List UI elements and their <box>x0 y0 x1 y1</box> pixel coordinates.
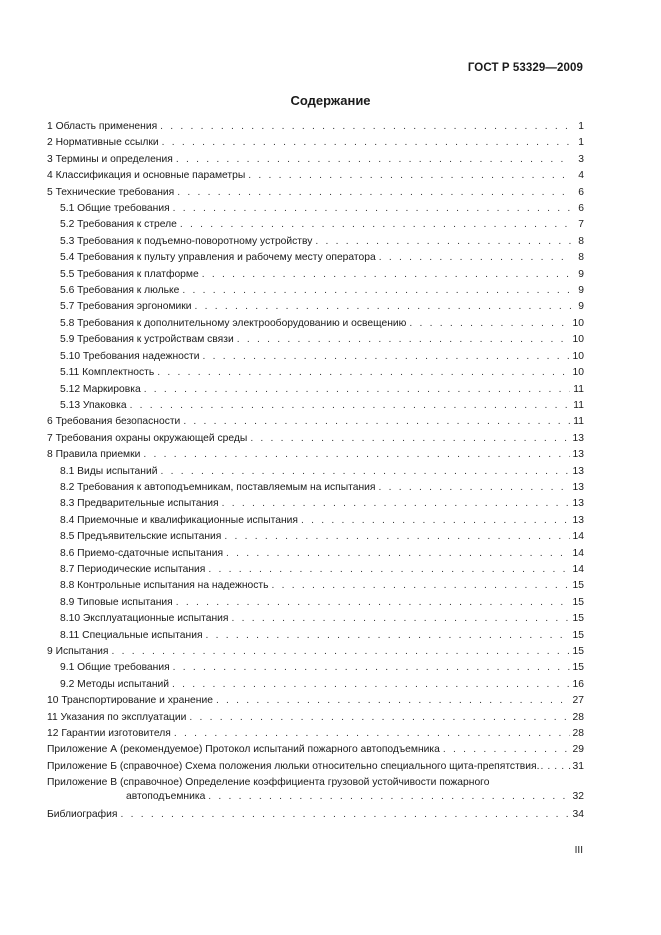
toc-entry-label-cont: автоподъемника <box>126 791 206 803</box>
toc-entry-label: 5.1 Общие требования <box>60 203 170 215</box>
document-code: ГОСТ Р 53329—2009 <box>467 62 583 74</box>
dot-leader <box>202 267 571 283</box>
dot-leader <box>222 496 570 512</box>
dot-leader <box>208 790 569 804</box>
dot-leader <box>443 742 570 758</box>
toc-entry-page: 15 <box>572 580 584 592</box>
toc-entry-page: 10 <box>572 317 584 329</box>
dot-leader <box>180 217 571 233</box>
toc-entry[interactable] <box>47 185 584 201</box>
dot-leader <box>224 529 569 545</box>
toc-entry[interactable] <box>47 660 584 676</box>
dot-leader <box>130 398 571 414</box>
toc-entry-label: 6 Требования безопасности <box>47 416 181 428</box>
dot-leader <box>301 513 570 529</box>
toc-entry-label: 2 Нормативные ссылки <box>47 137 159 149</box>
toc-entry-page: 11 <box>573 383 584 395</box>
toc-entry-label: 5 Технические требования <box>47 186 175 198</box>
toc-entry-page: 27 <box>572 695 584 707</box>
toc-entry[interactable] <box>47 693 584 709</box>
toc-entry-page: 4 <box>578 170 584 182</box>
dot-leader <box>216 693 570 709</box>
dot-leader <box>272 578 570 594</box>
toc-entry-page: 13 <box>572 514 584 526</box>
toc-entry-page: 6 <box>578 186 584 198</box>
dot-leader <box>173 660 570 676</box>
dot-leader <box>177 185 571 201</box>
toc-entry-label: 8.2 Требования к автоподъемникам, поставляемым на испытания <box>60 481 376 493</box>
dot-leader <box>160 119 571 135</box>
toc-entry-label: 5.10 Требования надежности <box>60 350 200 362</box>
toc-entry[interactable] <box>47 759 584 775</box>
dot-leader <box>162 135 571 151</box>
dot-leader <box>195 299 571 315</box>
toc-entry-label: 8.6 Приемо-сдаточные испытания <box>60 547 224 559</box>
toc-entry-page: 14 <box>572 531 584 543</box>
dot-leader <box>144 382 571 398</box>
toc-entry-page: 15 <box>572 613 584 625</box>
toc-entry[interactable] <box>47 201 584 217</box>
toc-entry-label: 9 Испытания <box>47 646 109 657</box>
toc-entry-page: 34 <box>572 809 584 821</box>
toc-entry-page: 14 <box>572 563 584 575</box>
toc-entry[interactable] <box>47 726 584 742</box>
toc-entry-page: 6 <box>578 203 584 215</box>
toc-entry[interactable] <box>47 496 584 512</box>
toc-entry[interactable] <box>47 464 584 480</box>
toc-entry-label: Приложение Б (справочное) Схема положения люльки относительно специального щита-препятствия. <box>47 760 540 772</box>
toc-entry[interactable] <box>47 628 584 644</box>
toc-entry-page: 32 <box>572 791 584 803</box>
toc-entry[interactable] <box>47 316 584 332</box>
toc-entry-page: 11 <box>573 416 584 428</box>
dot-leader <box>237 332 570 348</box>
toc-entry-label: 8.3 Предварительные испытания <box>60 498 219 510</box>
toc-entry[interactable] <box>47 217 584 233</box>
dot-leader <box>409 316 569 332</box>
toc-entry-page: 28 <box>572 728 584 740</box>
toc-entry-page: 1 <box>578 137 584 149</box>
toc-entry-page: 10 <box>572 350 584 362</box>
toc-entry[interactable] <box>47 578 584 594</box>
toc-entry-label: 7 Требования охраны окружающей среды <box>47 432 248 444</box>
toc-entry-label: 8.10 Эксплуатационные испытания <box>60 613 229 625</box>
dot-leader <box>172 677 570 693</box>
toc-entry-page: 31 <box>572 760 584 772</box>
toc-entry-label: Приложение В (справочное) Определение коэффициента грузовой устойчивости пожарного <box>47 777 490 789</box>
table-of-contents <box>47 119 584 824</box>
dot-leader <box>206 628 570 644</box>
dot-leader <box>173 201 571 217</box>
toc-entry-page: 7 <box>578 219 584 231</box>
toc-entry-label: 8.11 Специальные испытания <box>60 629 203 641</box>
toc-entry[interactable] <box>47 283 584 299</box>
toc-entry-label: 9.2 Методы испытаний <box>60 678 170 690</box>
toc-entry[interactable] <box>47 480 584 496</box>
toc-entry-label: 5.12 Маркировка <box>60 383 141 395</box>
dot-leader <box>540 759 571 775</box>
dot-leader <box>143 447 569 463</box>
toc-entry-label: 5.6 Требования к люльке <box>60 285 180 297</box>
toc-entry-page: 14 <box>572 547 584 559</box>
dot-leader <box>111 644 569 660</box>
toc-entry-label: Приложение А (рекомендуемое) Протокол испытаний пожарного автоподъемника <box>47 744 440 756</box>
toc-entry-page: 9 <box>578 301 584 313</box>
toc-entry-page: 10 <box>572 334 584 346</box>
toc-entry-label: 8.1 Виды испытаний <box>60 465 158 477</box>
toc-entry[interactable] <box>47 135 584 151</box>
toc-entry-label: 4 Классификация и основные параметры <box>47 170 246 182</box>
toc-entry[interactable] <box>47 513 584 529</box>
toc-entry[interactable] <box>47 119 584 135</box>
toc-entry-page: 15 <box>572 596 584 608</box>
toc-entry-label: 9.1 Общие требования <box>60 662 170 674</box>
dot-leader <box>183 414 570 430</box>
toc-entry[interactable] <box>47 562 584 578</box>
toc-entry-page: 28 <box>572 711 584 723</box>
toc-entry-page: 13 <box>572 449 584 461</box>
dot-leader <box>248 168 571 184</box>
toc-entry[interactable] <box>47 447 584 463</box>
toc-entry[interactable] <box>47 595 584 611</box>
toc-entry[interactable] <box>47 414 584 430</box>
dot-leader <box>174 726 570 742</box>
toc-entry-page: 9 <box>578 285 584 297</box>
toc-entry[interactable] <box>47 677 584 693</box>
dot-leader <box>189 710 569 726</box>
toc-entry[interactable] <box>47 382 584 398</box>
toc-entry[interactable] <box>47 365 584 381</box>
dot-leader <box>315 234 571 250</box>
toc-entry[interactable] <box>47 644 584 660</box>
dot-leader <box>202 349 569 365</box>
toc-entry-label: 10 Транспортирование и хранение <box>47 695 213 707</box>
page-number: III <box>574 845 583 856</box>
toc-entry-page: 15 <box>572 646 584 657</box>
dot-leader <box>182 283 571 299</box>
toc-entry[interactable] <box>47 234 584 250</box>
toc-entry-label: 5.9 Требования к устройствам связи <box>60 334 234 346</box>
toc-entry-label: 8.5 Предъявительские испытания <box>60 531 222 543</box>
toc-entry[interactable] <box>47 611 584 627</box>
toc-entry[interactable] <box>47 742 584 758</box>
toc-entry-label: 5.13 Упаковка <box>60 399 127 411</box>
toc-entry-label: 5.5 Требования к платформе <box>60 268 199 280</box>
toc-entry-page: 16 <box>572 678 584 690</box>
toc-entry-label: 8.8 Контрольные испытания на надежность <box>60 580 269 592</box>
toc-entry-label: 5.4 Требования к пульту управления и рабочему месту оператора <box>60 252 376 264</box>
dot-leader <box>176 595 570 611</box>
toc-entry[interactable] <box>47 529 584 545</box>
toc-entry-page: 15 <box>572 629 584 641</box>
toc-entry-page: 13 <box>572 481 584 493</box>
dot-leader <box>120 807 569 823</box>
toc-entry[interactable] <box>47 710 584 726</box>
toc-entry-label: 5.8 Требования к дополнительному электрооборудованию и освещению <box>60 317 407 329</box>
toc-title: Содержание <box>290 93 371 108</box>
toc-entry-page: 13 <box>572 498 584 510</box>
toc-entry-label: 8.7 Периодические испытания <box>60 563 206 575</box>
toc-entry-label: 8 Правила приемки <box>47 449 141 461</box>
toc-entry[interactable] <box>47 349 584 365</box>
dot-leader <box>231 611 569 627</box>
toc-entry-page: 13 <box>572 465 584 477</box>
toc-entry[interactable] <box>47 431 584 447</box>
toc-entry-page: 8 <box>578 252 584 264</box>
toc-entry[interactable] <box>47 267 584 283</box>
dot-leader <box>157 365 569 381</box>
toc-entry[interactable] <box>47 152 584 168</box>
toc-entry-continuation <box>47 790 584 804</box>
dot-leader <box>226 546 570 562</box>
dot-leader <box>379 250 571 266</box>
toc-entry[interactable] <box>47 546 584 562</box>
toc-entry-label: 8.4 Приемочные и квалификационные испытания <box>60 514 298 526</box>
toc-entry-page: 8 <box>578 235 584 247</box>
toc-entry[interactable] <box>47 168 584 184</box>
toc-entry-page: 1 <box>578 121 584 132</box>
toc-entry-page: 15 <box>572 662 584 674</box>
toc-entry-page: 9 <box>578 268 584 280</box>
toc-entry-page: 3 <box>578 153 584 165</box>
toc-entry-appendix-v[interactable] <box>47 776 584 804</box>
toc-entry-page: 10 <box>572 367 584 379</box>
toc-entry-page: 13 <box>572 432 584 444</box>
toc-entry-label: 3 Термины и определения <box>47 153 173 165</box>
toc-entry-label: 5.7 Требования эргономики <box>60 301 192 313</box>
toc-entry-label: 5.11 Комплектность <box>60 367 155 379</box>
toc-entry-label: 12 Гарантии изготовителя <box>47 728 171 740</box>
toc-entry-bibliography[interactable] <box>47 807 584 823</box>
dot-leader <box>379 480 570 496</box>
toc-entry-label: 5.2 Требования к стреле <box>60 219 177 231</box>
toc-entry-label: Библиография <box>47 809 118 821</box>
toc-entry[interactable] <box>47 299 584 315</box>
toc-entry-label: 11 Указания по эксплуатации <box>47 711 187 723</box>
toc-entry[interactable] <box>47 398 584 414</box>
dot-leader <box>250 431 569 447</box>
toc-entry-label: 8.9 Типовые испытания <box>60 596 173 608</box>
dot-leader <box>160 464 569 480</box>
toc-entry-page: 29 <box>572 744 584 756</box>
toc-entry[interactable] <box>47 332 584 348</box>
toc-entry-page: 11 <box>573 399 584 411</box>
dot-leader <box>208 562 569 578</box>
dot-leader <box>176 152 571 168</box>
toc-entry-label: 5.3 Требования к подъемно-поворотному устройству <box>60 235 313 247</box>
toc-entry[interactable] <box>47 250 584 266</box>
toc-entry-label: 1 Область применения <box>47 121 158 132</box>
